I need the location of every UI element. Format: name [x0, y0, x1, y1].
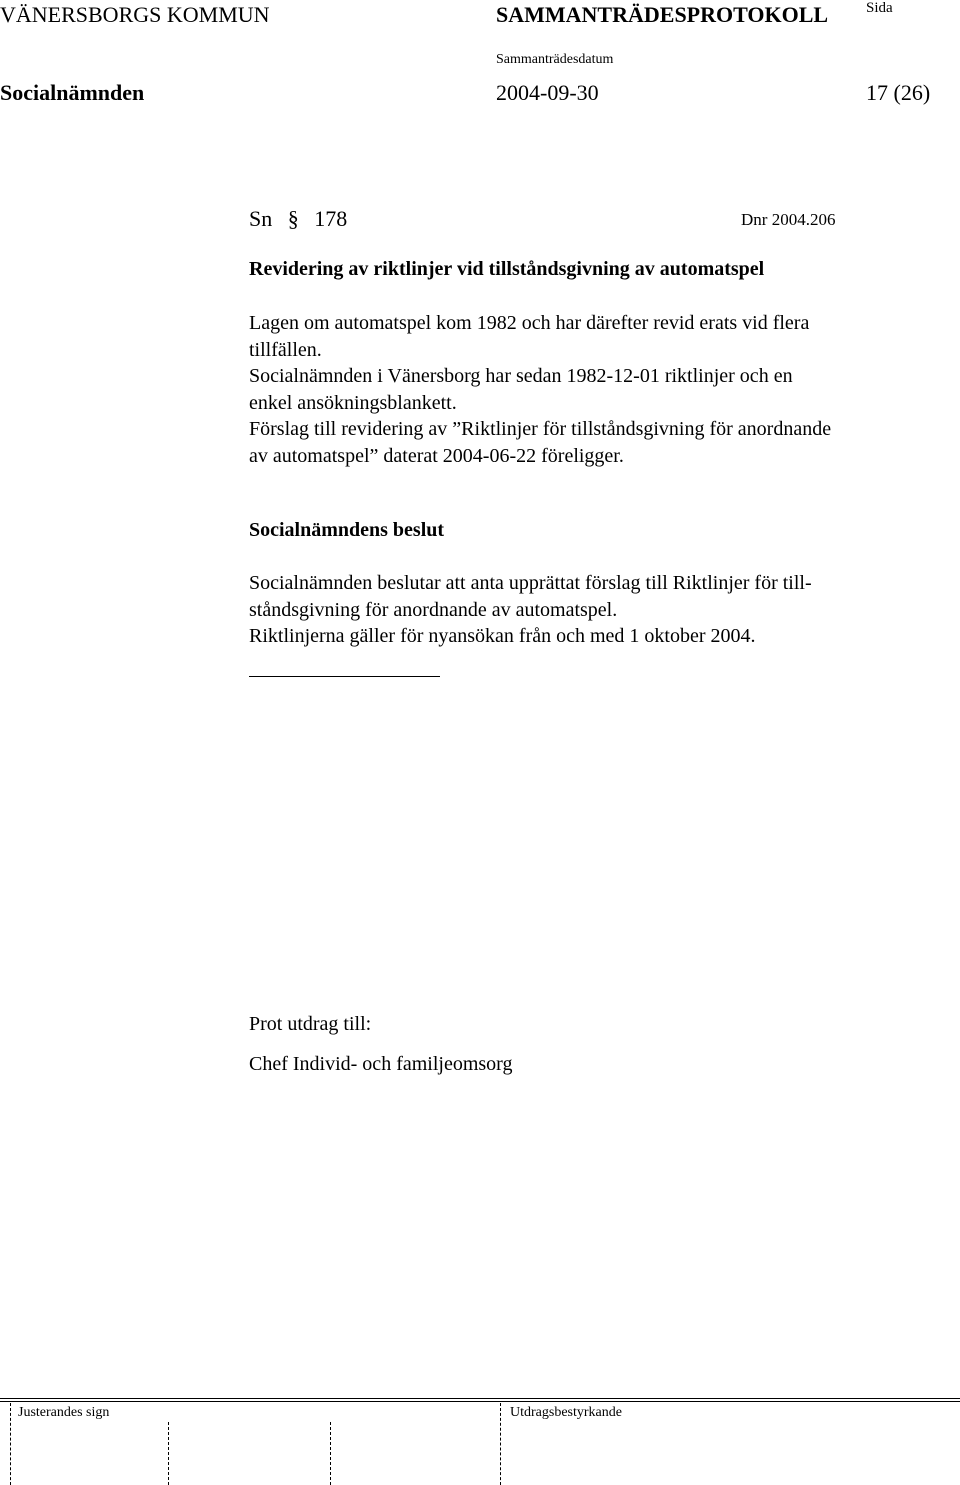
distribution-recipient: Chef Individ- och familjeomsorg	[249, 1053, 513, 1075]
body-line: Förslag till revidering av ”Riktlinjer för tillståndsgivning för anordnande	[249, 418, 832, 440]
item-body	[249, 310, 929, 469]
body-line: av automatspel” daterat 2004-06-22 föreligger.	[249, 444, 624, 467]
signature-box-divider	[500, 1403, 501, 1485]
signature-box-divider	[10, 1403, 11, 1485]
section-sign-icon: §	[287, 206, 299, 231]
footer-rule	[0, 1398, 960, 1399]
date-label: Sammanträdesdatum	[496, 52, 614, 67]
item-number-value: 178	[314, 206, 348, 231]
item-prefix: Sn	[249, 206, 273, 231]
signature-box-divider	[330, 1422, 331, 1485]
decision-heading: Socialnämndens beslut	[249, 519, 445, 541]
signature-box-divider	[168, 1422, 169, 1485]
decision-line: Socialnämnden beslutar att anta upprättat förslag till Riktlinjer för till-	[249, 572, 812, 594]
dnr: Dnr 2004.206	[741, 210, 836, 229]
meeting-date: 2004-09-30	[496, 80, 599, 105]
committee-name: Socialnämnden	[0, 80, 145, 105]
body-line: Socialnämnden i Vänersborg har sedan 1982-12-01 riktlinjer och en	[249, 365, 793, 387]
footer-rule-2	[0, 1401, 960, 1402]
municipality-name: VÄNERSBORGS KOMMUN	[0, 2, 270, 27]
body-line: Lagen om automatspel kom 1982 och har därefter revid erats vid flera	[249, 312, 810, 334]
document-type: SAMMANTRÄDESPROTOKOLL	[496, 2, 829, 27]
decision-body	[249, 570, 929, 650]
decision-end-rule	[249, 676, 440, 677]
item-number	[249, 206, 347, 232]
body-line: enkel ansökningsblankett.	[249, 391, 457, 414]
page-label: Sida	[866, 0, 893, 16]
distribution-label: Prot utdrag till:	[249, 1013, 372, 1035]
item-title: Revidering av riktlinjer vid tillståndsgivning av automatspel	[249, 258, 765, 280]
body-line: tillfällen.	[249, 338, 322, 361]
justerandes-sign-label: Justerandes sign	[18, 1405, 110, 1420]
decision-line: ståndsgivning för anordnande av automatspel.	[249, 598, 618, 621]
utdragsbestyrkande-label: Utdragsbestyrkande	[510, 1405, 622, 1420]
page-number: 17 (26)	[866, 80, 931, 105]
decision-line: Riktlinjerna gäller för nyansökan från och med 1 oktober 2004.	[249, 625, 756, 647]
